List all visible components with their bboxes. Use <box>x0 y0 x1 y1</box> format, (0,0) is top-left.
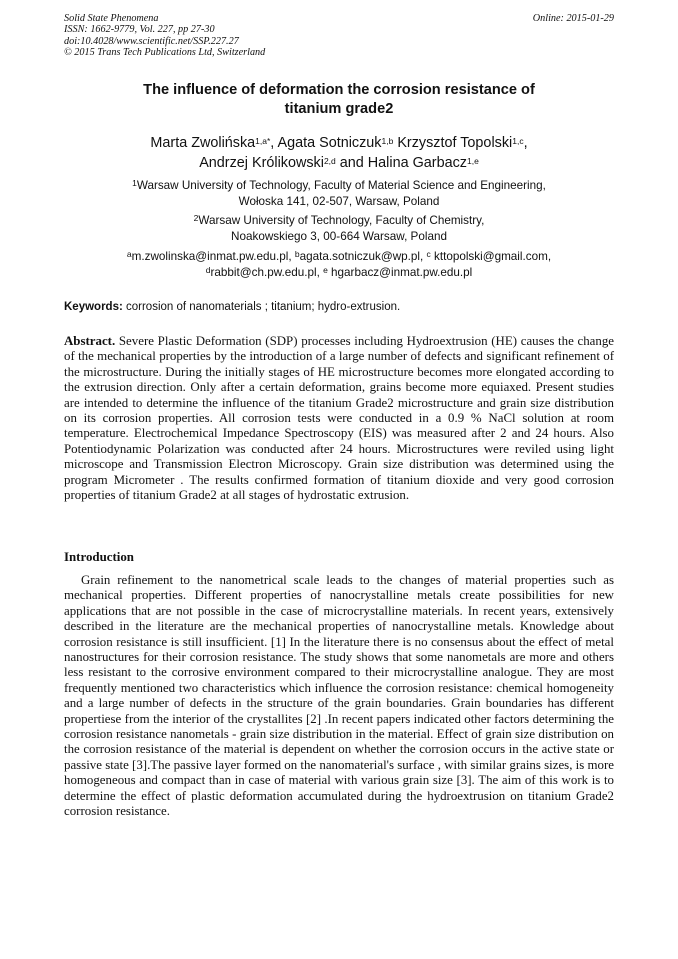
affiliation-1-line-1 <box>64 178 614 194</box>
email-address: kttopolski@gmail.com, <box>430 250 552 263</box>
email-sup: e <box>323 264 328 275</box>
affiliation-2-line-2: Noakowskiego 3, 00-664 Warsaw, Poland <box>231 229 447 243</box>
abstract-label: Abstract. <box>64 334 116 348</box>
keywords <box>64 300 614 315</box>
online-date: Online: 2015-01-29 <box>532 13 614 24</box>
author-sup: 1,e <box>466 155 479 166</box>
email-sup: b <box>294 249 300 259</box>
affiliation-text: Warsaw University of Technology, Faculty of Material Science and Engineering, <box>136 179 546 192</box>
email-address: agata.sotniczuk@wp.pl, <box>299 250 427 263</box>
author-line-1 <box>64 134 614 154</box>
issn: ISSN: 1662-9779, Vol. 227, pp 27-30 <box>64 24 215 36</box>
affiliation-text: Warsaw University of Technology, Faculty of Chemistry, <box>198 214 485 227</box>
email-sup: c <box>426 249 431 259</box>
author-list <box>64 134 614 173</box>
title-line-1: The influence of deformation the corrosion resistance of <box>143 82 535 98</box>
affiliation-1-line-2: Wołoska 141, 02-507, Warsaw, Poland <box>238 194 440 208</box>
affiliation-2-line-1 <box>64 213 614 229</box>
affiliation-2 <box>64 213 614 244</box>
email-address: rabbit@ch.pw.edu.pl, <box>210 265 324 279</box>
email-sup: d <box>205 264 211 275</box>
author-sup: 1,b <box>381 136 394 146</box>
journal-meta <box>64 13 265 59</box>
email-address: m.zwolinska@inmat.pw.edu.pl, <box>131 250 295 263</box>
section-heading-introduction: Introduction <box>64 550 134 564</box>
doi: doi:10.4028/www.scientific.net/SSP.227.27 <box>64 35 239 47</box>
email-line-2 <box>64 265 614 281</box>
affiliation-sup: 1 <box>132 178 137 188</box>
author-line-2 <box>64 154 614 174</box>
author-sup: 2,d <box>323 155 336 166</box>
author-sup: 1,a* <box>255 136 271 146</box>
abstract <box>64 334 614 503</box>
keywords-text: corrosion of nanomaterials ; titanium; hydro-extrusion. <box>122 301 401 313</box>
copyright: © 2015 Trans Tech Publications Ltd, Switzerland <box>64 47 266 59</box>
introduction-text: Grain refinement to the nanometrical scale leads to the changes of material properties such as mechanical properties. Different properties of nanocrystalline metals create possibilities for new applications that are not possible in the case of microcrystalline materials. In recent years, extensively described in the literature are the mechanical properties of nanocrystalline metals. Knowledge about corrosion resistance is still insufficient. [1] In the literature there is no consensus about the effect of metal nanostructures for their corrosion resistance. The study shows that some nanometals are more and others less resistant to the corrosive environment compared to their microcrystalline analogue. They are most frequently mentioned two characteristics which influence the corrosion resistance: chemical homogeneity and a large number of defects in the structure of the grain boundaries. Grain boundaries has different propertiese from the interior of the crystallites [2] .In recent papers indicated other factors determining the corrosion resistance nanometals - grain size distribution in the material. Effect of grain size distribution on the corrosion resistance of the material is dependent on whether the corrosion occurs in the active state or passive state [3].The passive layer formed on the nanomaterial's surface , with similar grains sizes, is more homogeneous and compact than in case of material with various grain size [3]. The aim of this work is to determine the effect of plastic deformation accumulated during the hydroextrusion on titanium Grade2 corrosion resistance. <box>64 573 614 819</box>
abstract-text: Severe Plastic Deformation (SDP) processes including Hydroextrusion (HE) causes the change of the mechanical properties by the introduction of a large number of defects and significant refinement of the microstructure. During the initially stages of HE microstructure becomes more elongated according to the extrusion direction. Only after a certain deformation, grains become more equiaxed. Present studies are intended to determine the influence of the titanium Grade2 microstructure and grain size distribution on its corrosion properties. All corrosion tests were conducted in a 0.9 % NaCl solution at room temperature. Electrochemical Impedance Spectroscopy (EIS) was measured after 2 and 24 hours. Also Potentiodynamic Polarization was conducted after 24 hours. Microstructures were reviled using light microscope and Transmission Electron Microscopy. Grain size distribution was determined using the program Micrometer . The results confirmed formation of titanium dioxide and very good corrosion properties of titanium Grade2 at all stages of hydrostatic extrusion. <box>64 334 614 503</box>
author-name: , Agata Sotniczuk <box>270 135 382 151</box>
email-line-1 <box>64 249 614 265</box>
journal-name: Solid State Phenomena <box>64 13 159 24</box>
email-sup: a <box>126 249 132 259</box>
keywords-label: Keywords: <box>64 301 123 313</box>
affiliation-sup: 2 <box>193 213 199 223</box>
author-name: and Halina Garbacz <box>335 154 467 171</box>
title-line-2: titanium grade2 <box>284 100 394 117</box>
author-name: Andrzej Królikowski <box>199 154 324 171</box>
email-list <box>64 249 614 280</box>
author-separator: , <box>523 135 528 151</box>
author-name: Marta Zwolińska <box>150 135 256 151</box>
author-name: Krzysztof Topolski <box>393 135 513 151</box>
email-address: hgarbacz@inmat.pw.edu.pl <box>327 265 473 279</box>
paper-title <box>64 81 614 118</box>
author-sup: 1,c <box>512 136 524 146</box>
affiliation-1 <box>64 178 614 209</box>
